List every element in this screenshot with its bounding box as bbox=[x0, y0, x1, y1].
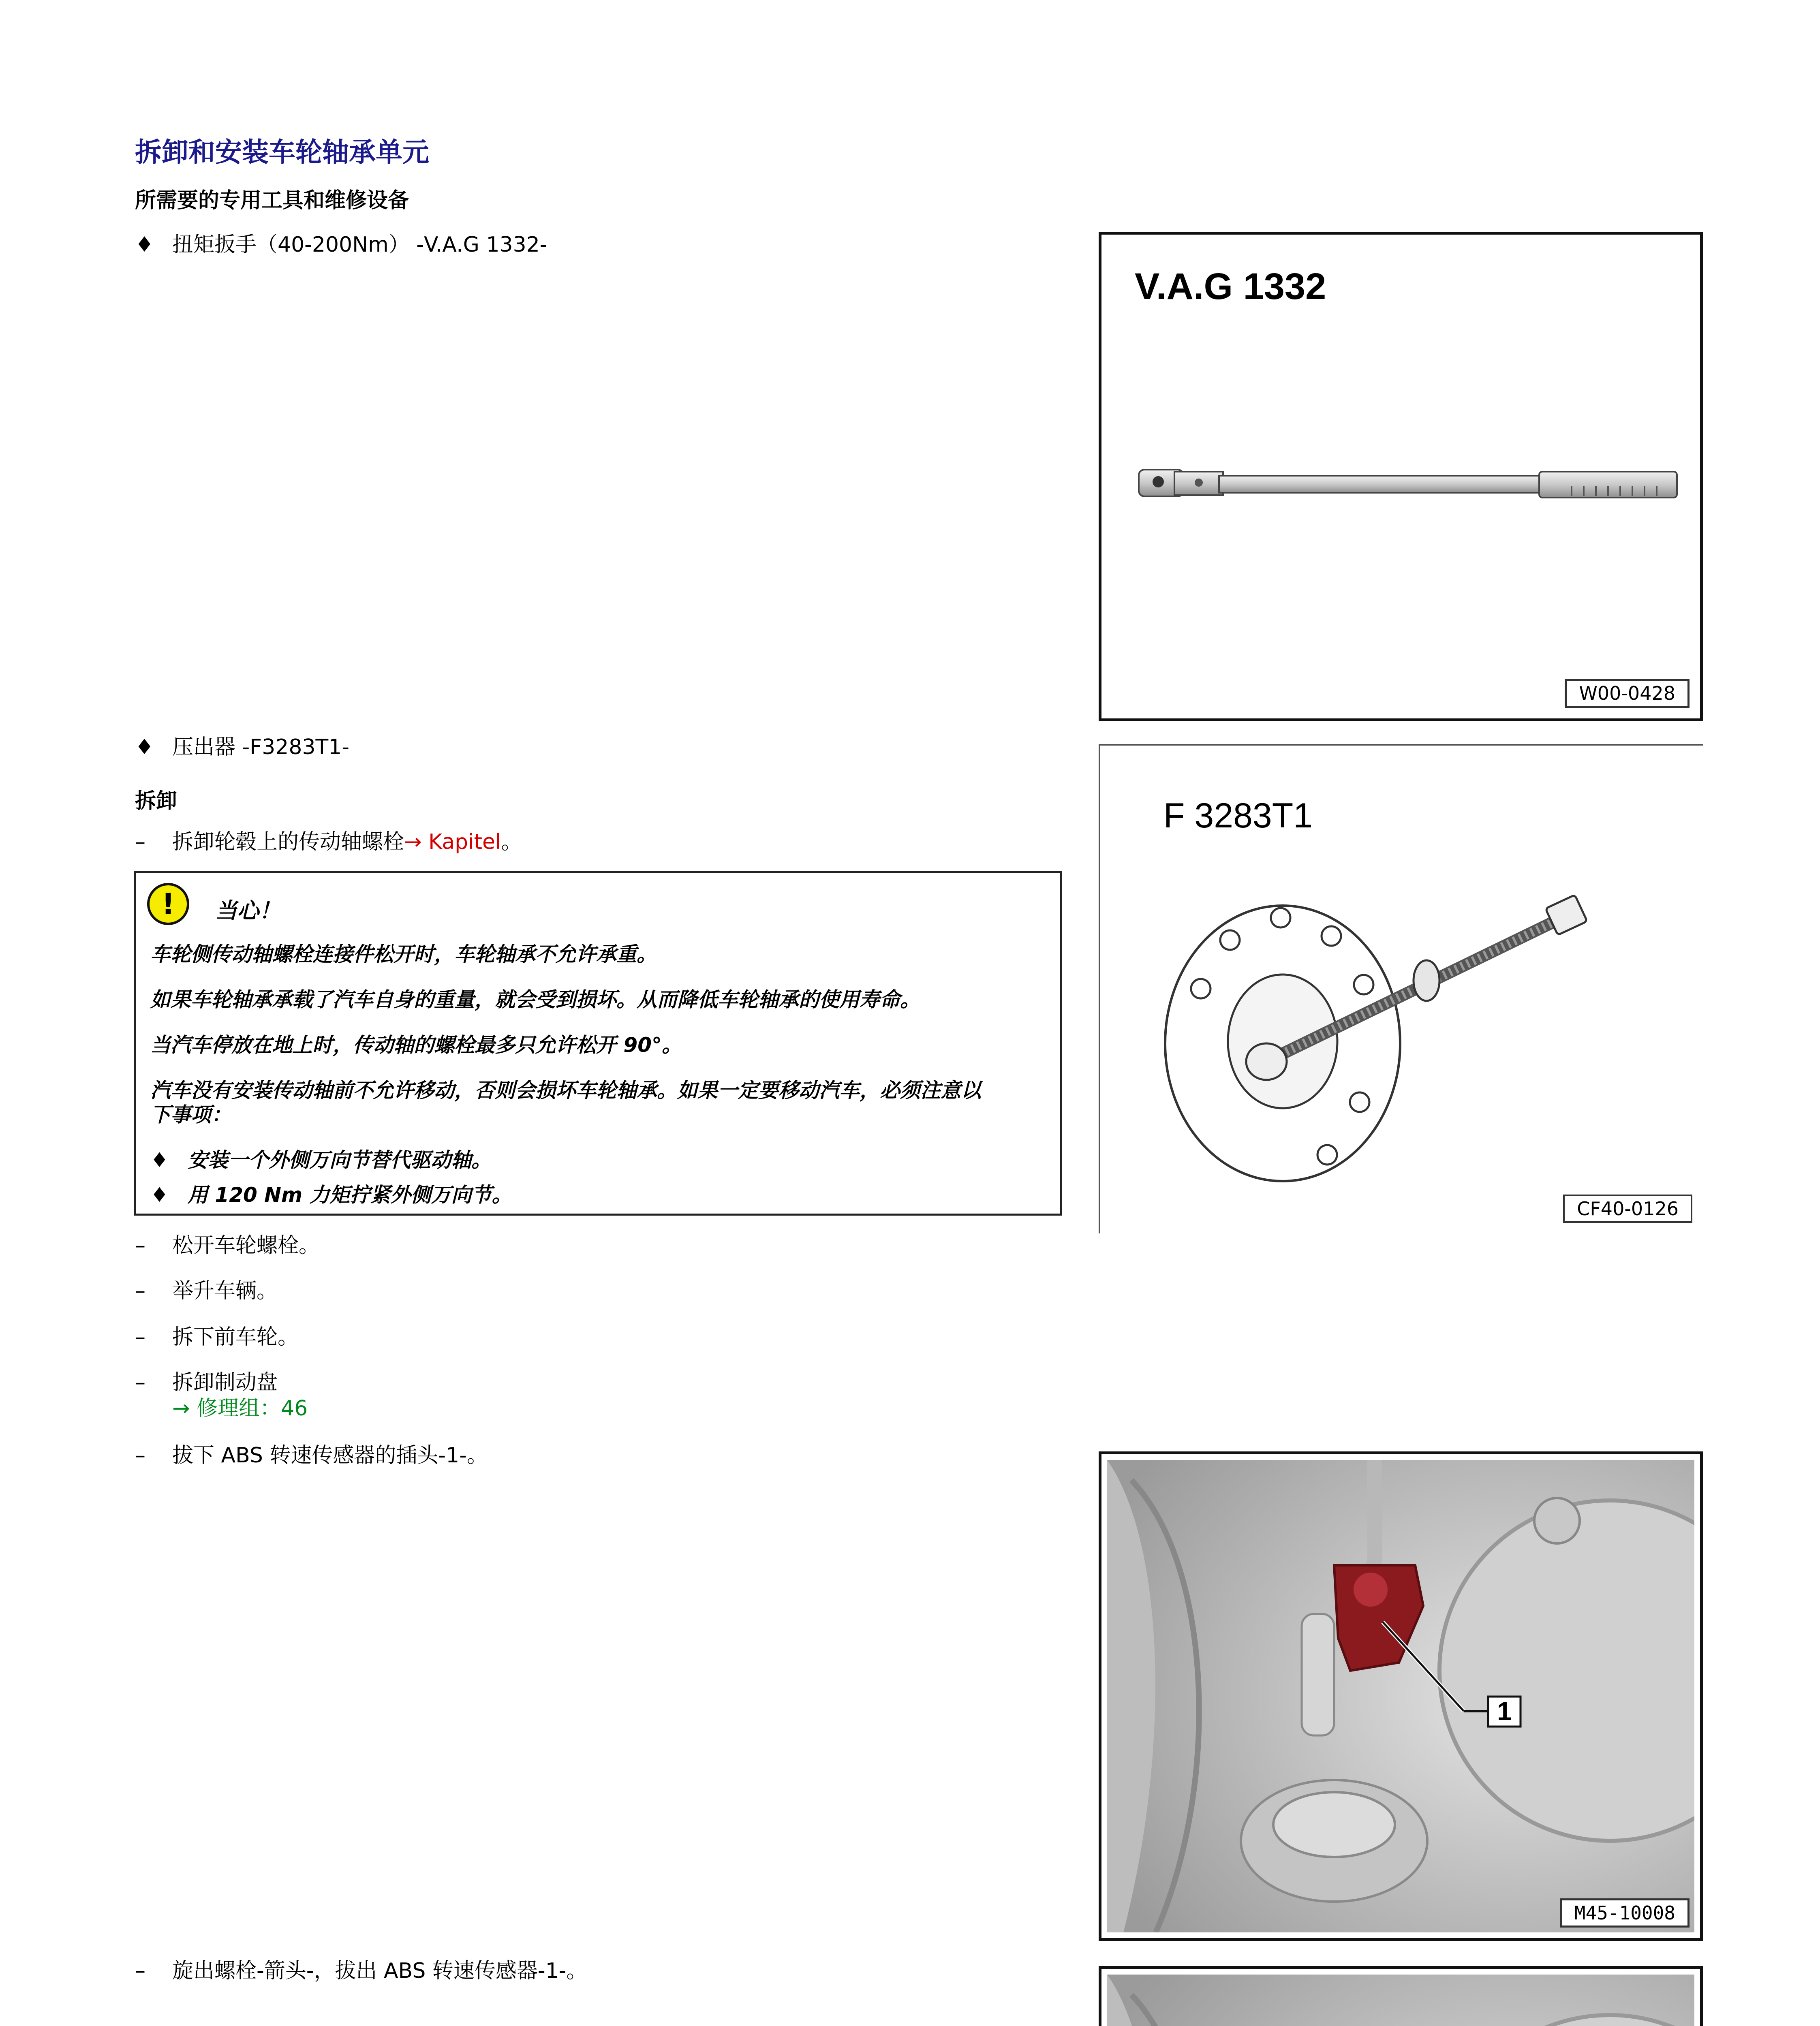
figure-f3283t1 bbox=[1099, 744, 1703, 1233]
caution-line: 汽车没有安装传动轴前不允许移动，否则会损坏车轮轴承。如果一定要移动汽车，必须注意以 bbox=[150, 1079, 981, 1102]
abs-sensor-photo bbox=[1107, 1975, 1694, 2026]
figure-abs-plug bbox=[1099, 1451, 1703, 1941]
figure-label: V.A.G 1332 bbox=[1135, 266, 1326, 307]
puller-illustration bbox=[1100, 746, 1703, 1233]
caution-line: 当汽车停放在地上时，传动轴的螺栓最多只允许松开 90°。 bbox=[150, 1033, 682, 1057]
step-remove-abs-sensor bbox=[135, 1958, 588, 1984]
dash-icon: – bbox=[135, 1370, 145, 1395]
step-text: 拆卸制动盘 bbox=[172, 1370, 278, 1395]
callout-label: 1 bbox=[1497, 1697, 1512, 1726]
dash-icon: – bbox=[135, 1443, 145, 1468]
tool-item-text: 压出器 -F3283T1- bbox=[172, 735, 350, 759]
bullet-icon: ♦ bbox=[135, 735, 154, 759]
step-text: 拔下 ABS 转速传感器的插头-1-。 bbox=[172, 1443, 488, 1468]
warning-icon: ! bbox=[147, 883, 189, 925]
dash-icon: – bbox=[135, 830, 145, 854]
caution-bullet-item bbox=[150, 1144, 492, 1173]
caution-box bbox=[134, 871, 1062, 1216]
figure-abs-sensor bbox=[1099, 1966, 1703, 2026]
tool-item-torque-wrench bbox=[135, 232, 547, 258]
dash-icon: – bbox=[135, 1233, 145, 1258]
kapitel-link[interactable]: → Kapitel bbox=[404, 830, 501, 854]
step-loosen-wheel-bolts bbox=[135, 1233, 320, 1259]
bullet-icon: ♦ bbox=[150, 1183, 169, 1207]
dash-icon: – bbox=[135, 1279, 145, 1303]
caution-bullet-item bbox=[150, 1179, 512, 1208]
caution-line: 如果车轮轴承承载了汽车自身的重量，就会受到损坏。从而降低车轮轴承的使用寿命。 bbox=[150, 988, 920, 1011]
torque-wrench-illustration bbox=[1101, 235, 1700, 718]
dash-icon: – bbox=[135, 1325, 145, 1349]
step-unplug-abs-connector bbox=[135, 1443, 488, 1468]
tool-item-text: 扭矩扳手（40-200Nm） -V.A.G 1332- bbox=[172, 233, 547, 257]
figure-code: M45-10008 bbox=[1560, 1898, 1690, 1928]
caution-heading: 当心！ bbox=[215, 898, 281, 923]
step-remove-front-wheel bbox=[135, 1324, 299, 1350]
figure-vag1332 bbox=[1099, 232, 1703, 721]
step-remove-driveshaft-bolt bbox=[135, 829, 522, 855]
figure-label: F 3283T1 bbox=[1163, 796, 1313, 835]
removal-heading: 拆卸 bbox=[135, 789, 178, 813]
caution-line: 下事项： bbox=[150, 1103, 231, 1126]
step-text: 举升车辆。 bbox=[172, 1279, 278, 1303]
step-remove-brake-disc bbox=[135, 1370, 278, 1396]
caution-bullet-text: 用 120 Nm 力矩拧紧外侧万向节。 bbox=[188, 1183, 512, 1207]
repair-group-link[interactable]: → 修理组：46 bbox=[172, 1396, 308, 1421]
tools-heading: 所需要的专用工具和维修设备 bbox=[135, 188, 409, 213]
figure-code: CF40-0126 bbox=[1563, 1195, 1692, 1223]
abs-connector-photo bbox=[1107, 1460, 1694, 1932]
step-text-end: 。 bbox=[501, 830, 522, 854]
step-text: 拆卸轮毂上的传动轴螺栓 bbox=[172, 830, 404, 854]
bullet-icon: ♦ bbox=[150, 1148, 169, 1172]
step-text: 旋出螺栓-箭头-，拔出 ABS 转速传感器-1-。 bbox=[172, 1959, 588, 1983]
figure-code: W00-0428 bbox=[1565, 679, 1690, 708]
bullet-icon: ♦ bbox=[135, 233, 154, 257]
tool-item-puller bbox=[135, 734, 349, 760]
page-title: 拆卸和安装车轮轴承单元 bbox=[135, 137, 429, 168]
caution-line: 车轮侧传动轴螺栓连接件松开时，车轮轴承不允许承重。 bbox=[150, 942, 657, 966]
step-text: 拆下前车轮。 bbox=[172, 1325, 299, 1349]
caution-bullet-text: 安装一个外侧万向节替代驱动轴。 bbox=[188, 1148, 492, 1172]
step-text: 松开车轮螺栓。 bbox=[172, 1233, 320, 1258]
dash-icon: – bbox=[135, 1959, 145, 1983]
step-raise-vehicle bbox=[135, 1278, 278, 1304]
